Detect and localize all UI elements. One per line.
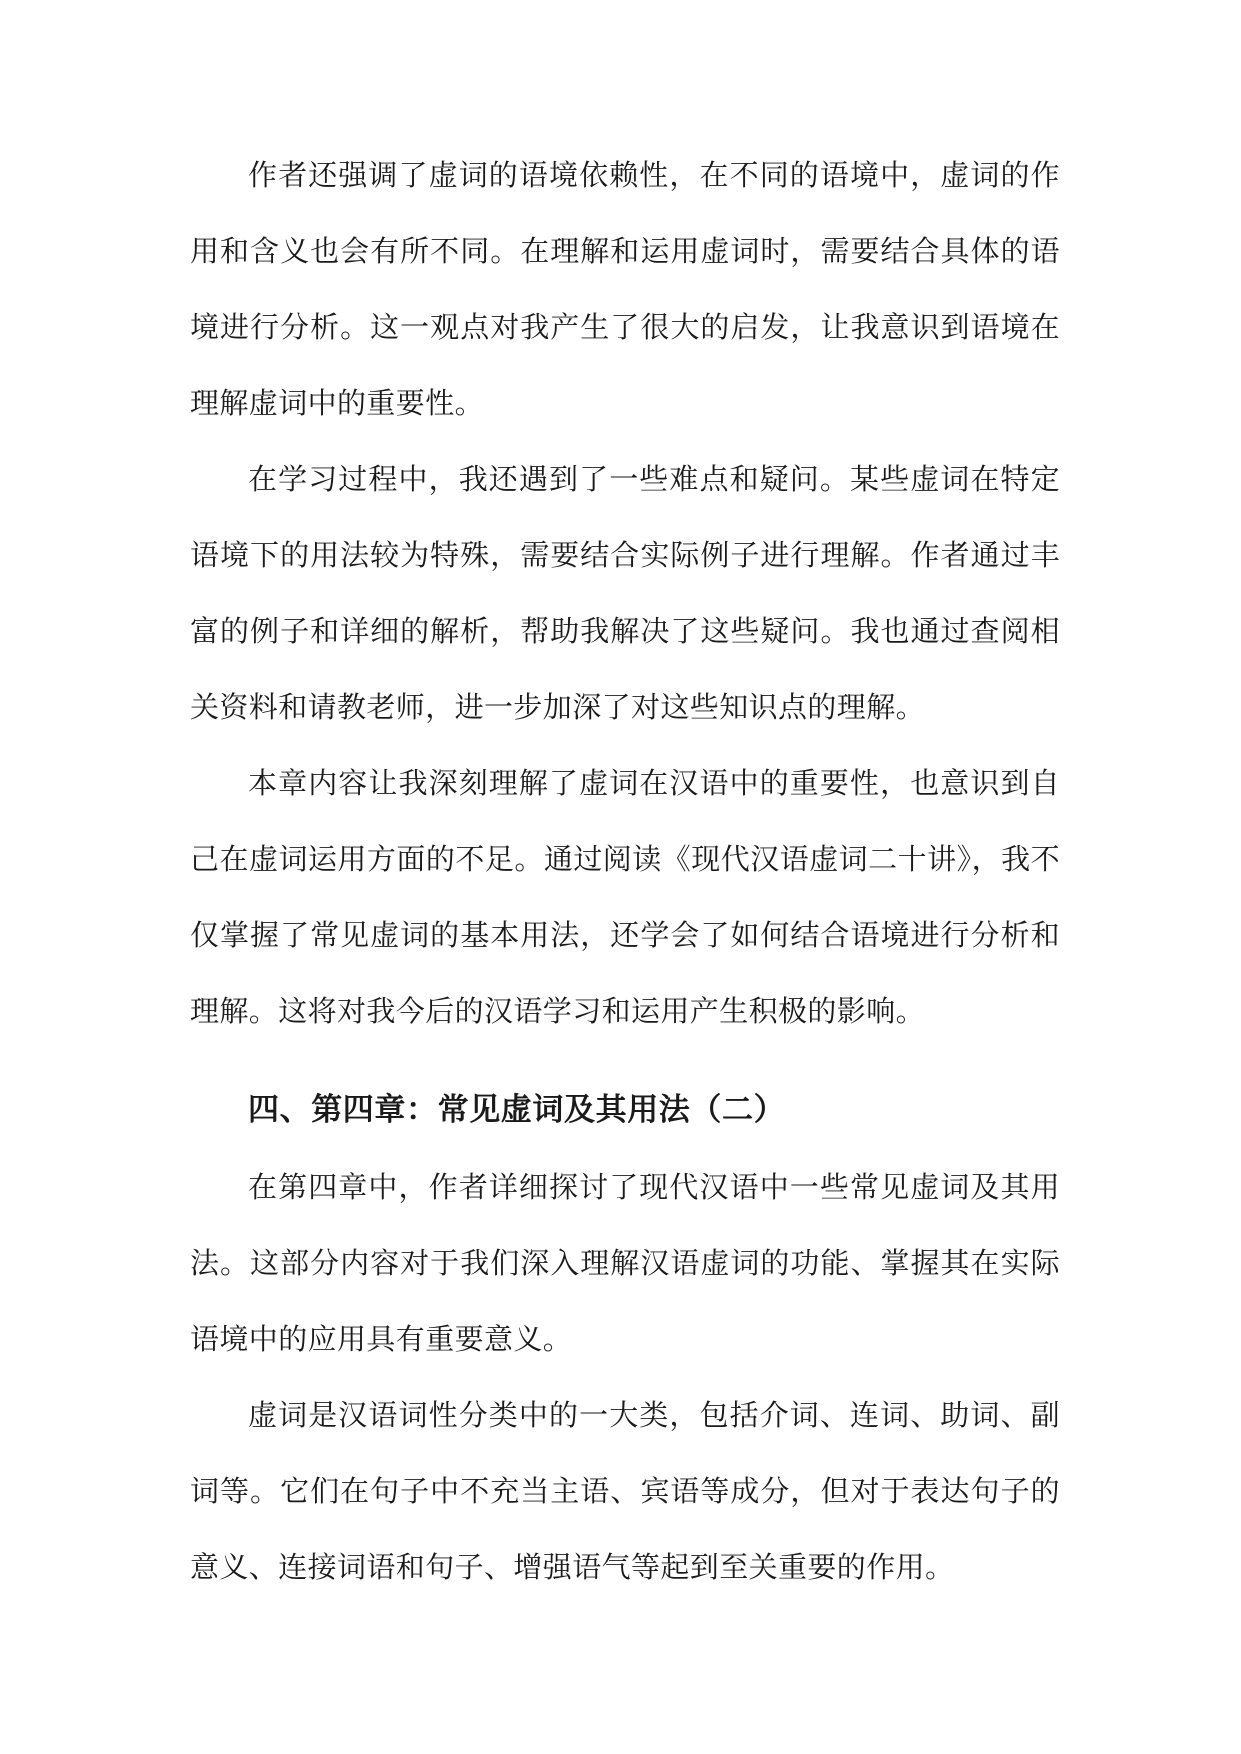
paragraph-function-words-definition: 虚词是汉语词性分类中的一大类，包括介词、连词、助词、副词等。它们在句子中不充当主语、宾语等成分，但对于表达句子的意义、连接词语和句子、增强语气等起到至关重要的作用。 [190, 1398, 1060, 1584]
paragraph-chapter-summary: 本章内容让我深刻理解了虚词在汉语中的重要性，也意识到自己在虚词运用方面的不足。通过阅读《现代汉语虚词二十讲》，我不仅掌握了常见虚词的基本用法，还学会了如何结合语境进行分析和理解。这将对我今后的汉语学习和运用产生积极的影响。 [190, 766, 1060, 1028]
section-heading-chapter-four: 四、第四章：常见虚词及其用法（二） [248, 1092, 786, 1128]
paragraph-difficulties: 在学习过程中，我还遇到了一些难点和疑问。某些虚词在特定语境下的用法较为特殊，需要结合实际例子进行理解。作者通过丰富的例子和详细的解析，帮助我解决了这些疑问。我也通过查阅相关资料和请教老师，进一步加深了对这些知识点的理解。 [190, 462, 1060, 724]
page-content [190, 137, 1060, 1605]
paragraph-chapter-four-intro: 在第四章中，作者详细探讨了现代汉语中一些常见虚词及其用法。这部分内容对于我们深入理解汉语虚词的功能、掌握其在实际语境中的应用具有重要意义。 [190, 1170, 1060, 1356]
paragraph-context-dependence: 作者还强调了虚词的语境依赖性，在不同的语境中，虚词的作用和含义也会有所不同。在理解和运用虚词时，需要结合具体的语境进行分析。这一观点对我产生了很大的启发，让我意识到语境在理解虚词中的重要性。 [190, 158, 1060, 420]
